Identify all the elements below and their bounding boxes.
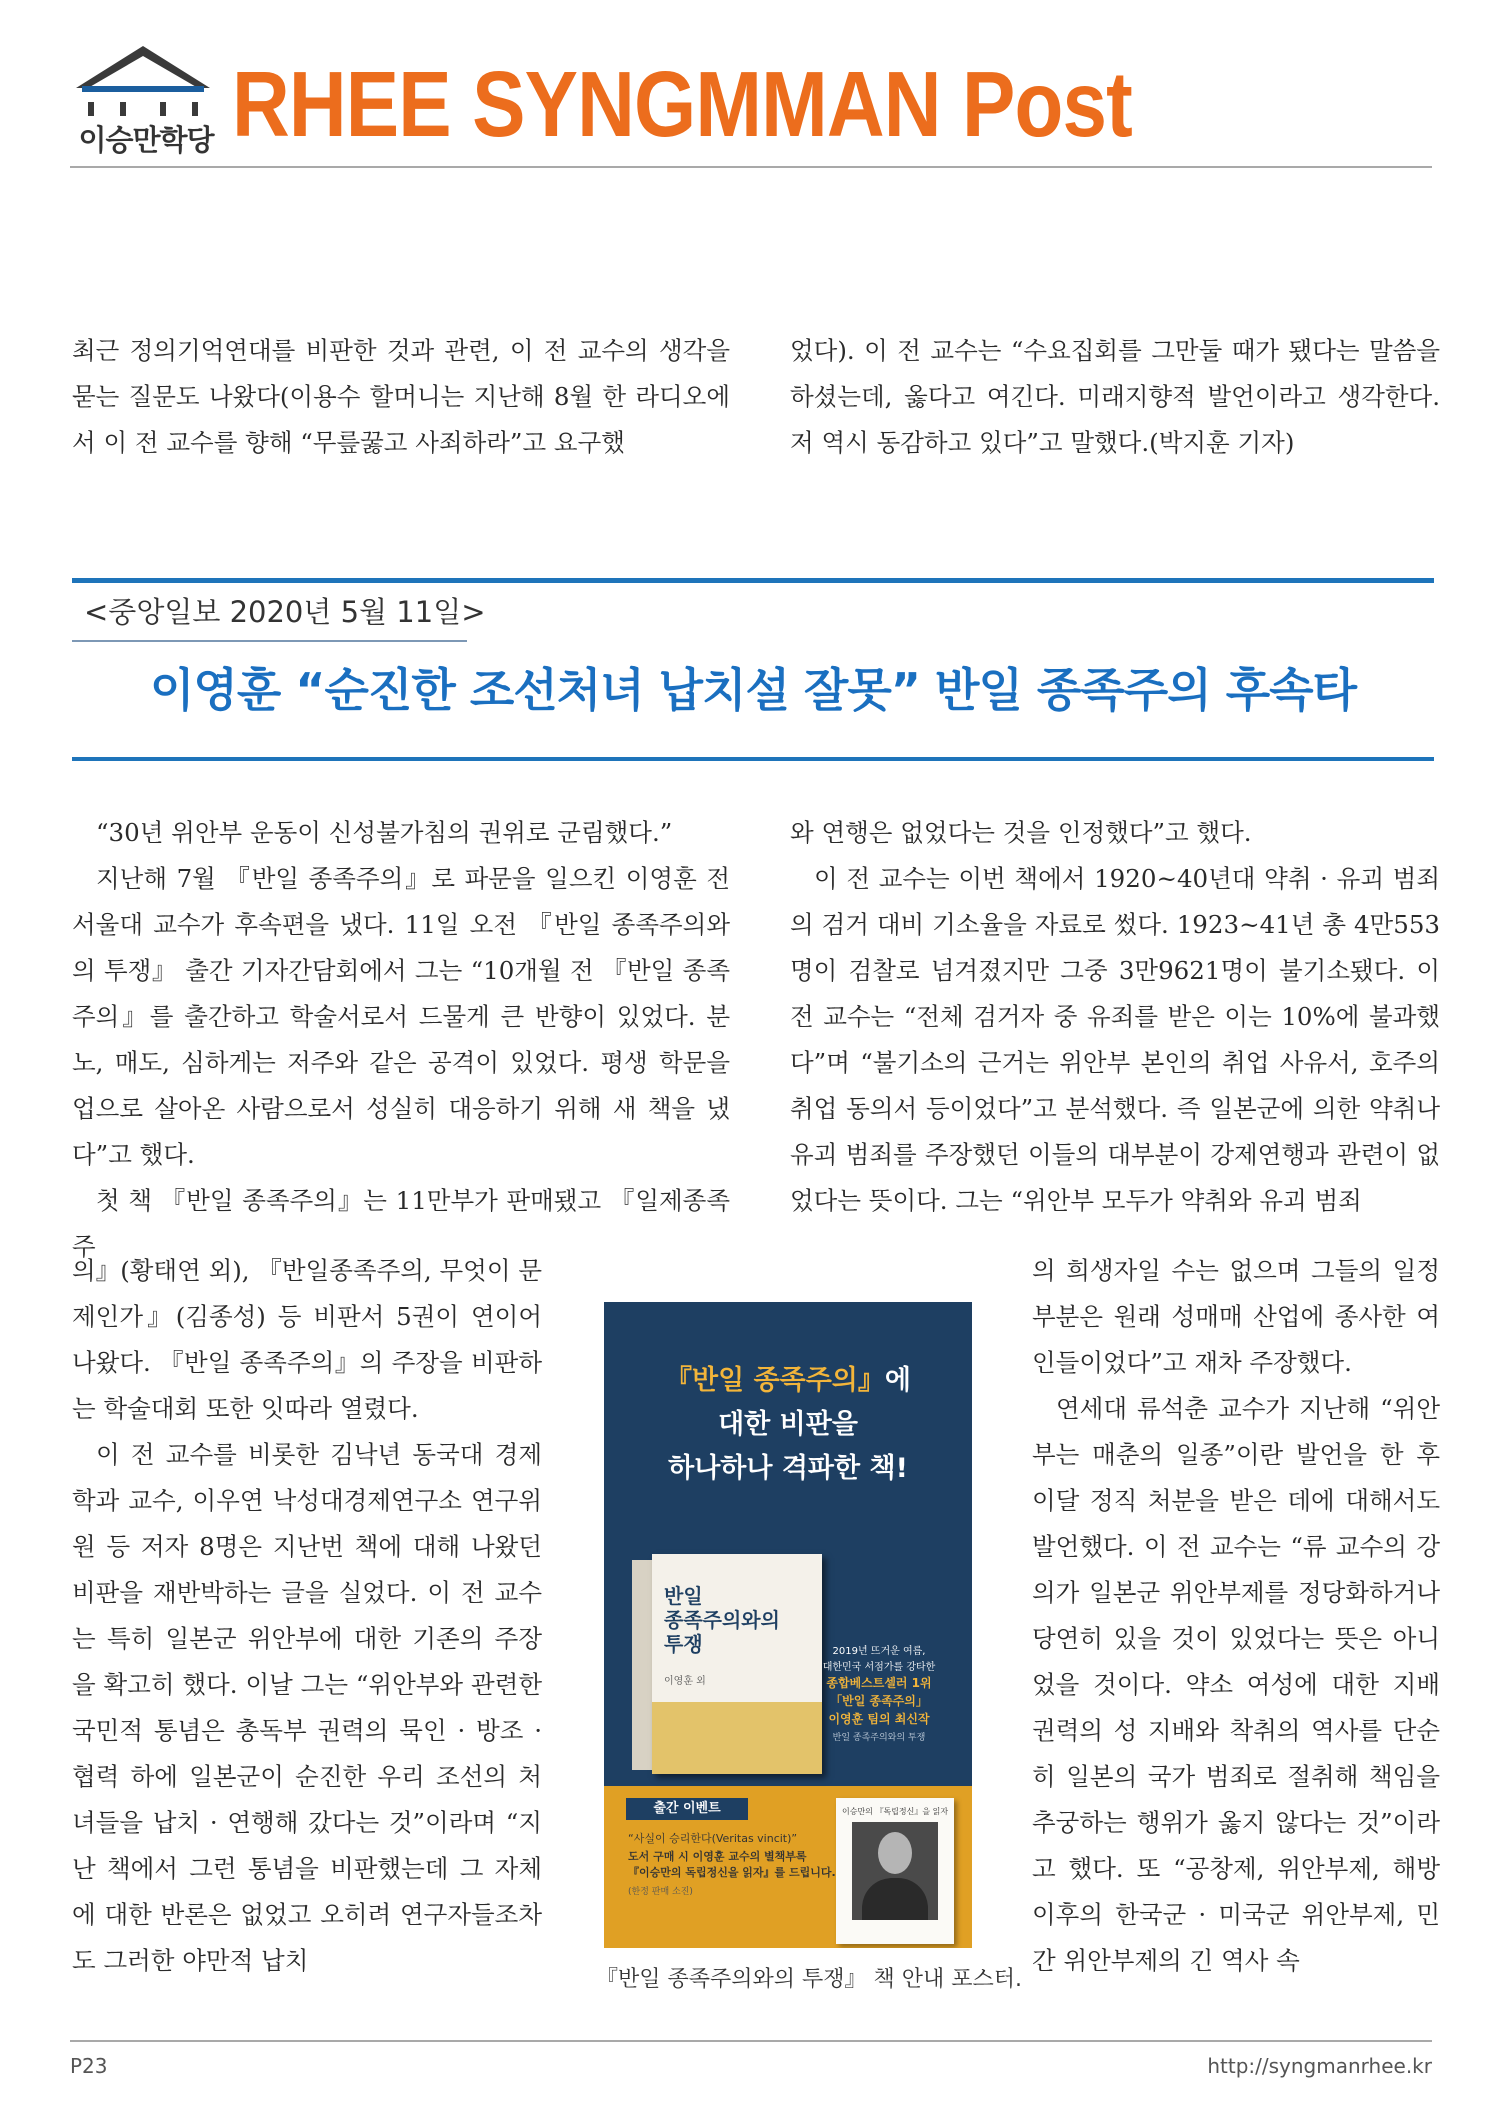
poster-caption: 『반일 종족주의와의 투쟁』 책 안내 포스터. xyxy=(596,1967,1022,1992)
paragraph: 었다). 이 전 교수는 “수요집회를 그만둘 때가 됐다는 말씀을 하셨는데, 옳다고 여긴다. 미래지향적 발언이라고 생각한다. 저 역시 동감하고 있다”고 말했다.(박지훈 기자) xyxy=(790,336,1440,457)
poster-promo-text: 「반일 종족주의」 xyxy=(830,1694,928,1708)
book-poster-image xyxy=(604,1302,972,1948)
paragraph: 최근 정의기억연대를 비판한 것과 관련, 이 전 교수의 생각을 묻는 질문도 나왔다(이용수 할머니는 지난해 8월 한 라디오에서 이 전 교수를 향해 “무릎꿇고 사죄하라”고 요구했 xyxy=(72,336,730,457)
page-number: P23 xyxy=(70,2054,108,2078)
paragraph: 의 희생자일 수는 없으며 그들의 일정 부분은 원래 성매매 산업에 종사한 여인들이었다”고 재차 주장했다. xyxy=(1032,1256,1440,1377)
article-right-column-bottom xyxy=(1032,1248,1440,1984)
poster-headline-quoted: 『반일 종족주의』 xyxy=(665,1365,885,1396)
header-divider xyxy=(70,166,1432,168)
portrait-head xyxy=(878,1832,912,1874)
book-spine xyxy=(632,1560,652,1770)
poster-headline-line1 xyxy=(604,1358,972,1397)
poster-promo-text: 반일 종족주의와의 투쟁 xyxy=(832,1733,926,1743)
prev-article-left-column xyxy=(72,328,730,466)
book-title-line: 반일 xyxy=(664,1584,703,1608)
headline-bottom-rule xyxy=(72,757,1434,761)
headline-top-rule xyxy=(72,578,1434,583)
paragraph: 의』(황태연 외), 『반일종족주의, 무엇이 문제인가』(김종성) 등 비판서 5권이 연이어 나왔다. 『반일 종족주의』의 주장을 비판하는 학술대회 또한 잇따라 열렸다. xyxy=(72,1256,542,1423)
logo-text: 이승만학당 xyxy=(78,123,214,157)
paragraph: 지난해 7월 『반일 종족주의』로 파문을 일으킨 이영훈 전 서울대 교수가 후속편을 냈다. 11일 오전 『반일 종족주의와의 투쟁』 출간 기자간담회에서 그는 “10개월 전 『반일 종족주의』를 출간하고 학술서로서 드물게 큰 반향이 있었다. 분노, 매도, 심하게는 저주와 같은 공격이 있었다. 평생 학문을 업으로 살아온 사람으로서 성실히 대응하기 위해 새 책을 냈다”고 했다. xyxy=(72,864,730,1169)
article-headline: 이영훈 “순진한 조선처녀 납치설 잘못” 반일 종족주의 후속타 xyxy=(149,663,1357,717)
poster-promo-text: 이영훈 팀의 최신작 xyxy=(828,1712,930,1726)
dateline-underline xyxy=(72,640,467,642)
book-title-line: 투쟁 xyxy=(664,1632,703,1656)
poster-headline-line2: 대한 비판을 xyxy=(718,1409,858,1440)
site-url-link[interactable]: http://syngmanrhee.kr xyxy=(1207,2054,1432,2078)
paragraph: 이 전 교수는 이번 책에서 1920~40년대 약취 · 유괴 범죄의 검거 대비 기소율을 자료로 썼다. 1923~41년 총 4만553명이 검찰로 넘겨졌지만 그중 3만9621명이 불기소됐다. 이 전 교수는 “전체 검거자 중 유죄를 받은 이는 10%에 불과했다”며 “불기소의 근거는 위안부 본인의 취업 사유서, 호주의 취업 동의서 등이었다”고 분석했다. 즉 일본군에 의한 약취나 유괴 범죄를 주장했던 이들의 대부분이 강제연행과 관련이 없었다는 뜻이다. 그는 “위안부 모두가 약취와 유괴 범죄 xyxy=(790,864,1440,1215)
article-right-column-top xyxy=(790,810,1440,1224)
poster-headline-line3: 하나하나 격파한 책! xyxy=(668,1453,908,1484)
poster-event-text: “사실이 승리한다(Veritas vincit)” xyxy=(628,1832,798,1845)
portrait-photo xyxy=(852,1822,938,1920)
article-left-column-bottom xyxy=(72,1248,542,1984)
prev-article-right-column xyxy=(790,328,1440,466)
book-title-line: 종족주의와의 xyxy=(664,1608,780,1632)
poster-event-text: 『이승만의 독립정신을 읽자』를 드립니다. xyxy=(628,1866,836,1879)
portrait-body xyxy=(862,1878,928,1920)
masthead-title: RHEE SYNGMMAN Post xyxy=(232,52,1132,156)
poster-event-text: 도서 구매 시 이영훈 교수의 별책부록 xyxy=(628,1850,807,1863)
bonus-book-title: 이승만의 『독립정신』을 읽자 xyxy=(842,1807,949,1816)
paragraph: 이 전 교수를 비롯한 김낙년 동국대 경제학과 교수, 이우연 낙성대경제연구소 연구위원 등 저자 8명은 지난번 책에 대해 나왔던 비판을 재반박하는 글을 실었다. 이 전 교수는 특히 일본군 위안부에 대한 기존의 주장을 확고히 했다. 이날 그는 “위안부와 관련한 국민적 통념은 총독부 권력의 묵인 · 방조 · 협력 하에 일본군이 순진한 우리 조선의 처녀들을 납치 · 연행해 갔다는 것”이라며 “지난 책에서 그런 통념을 비판했는데 그 자체에 대한 반론은 없었고 오히려 연구자들조차도 그러한 야만적 납치 xyxy=(72,1440,542,1975)
poster-event-text: (한정 판매 소진) xyxy=(628,1887,693,1897)
poster-promo-text: 2019년 뜨거운 여름, xyxy=(832,1646,926,1657)
book-cover-author: 이영훈 외 xyxy=(664,1676,706,1687)
dateline: <중앙일보 2020년 5월 11일> xyxy=(84,595,486,629)
poster-promo-text: 대한민국 서점가를 강타한 xyxy=(822,1662,936,1673)
poster-event-label: 출간 이벤트 xyxy=(626,1798,748,1820)
paragraph: 연세대 류석춘 교수가 지난해 “위안부는 매춘의 일종”이란 발언을 한 후 이달 정직 처분을 받은 데에 대해서도 발언했다. 이 전 교수는 “류 교수의 강의가 일본군 위안부제를 정당화하거나 당연히 있을 것이 있었다는 뜻은 아니었을 것이다. 약소 여성에 대한 지배 권력의 성 지배와 착취의 역사를 단순히 일본의 국가 범죄로 절취해 책임을 추궁하는 행위가 옳지 않다는 것”이라고 했다. 또 “공창제, 위안부제, 해방 이후의 한국군 · 미국군 위안부제, 민간 위안부제의 긴 역사 속 xyxy=(1032,1394,1440,1975)
footer-divider xyxy=(70,2040,1432,2042)
article-left-column-top xyxy=(72,810,730,1270)
bonus-book-cover xyxy=(836,1798,954,1944)
book-cover-title xyxy=(664,1584,814,1656)
paragraph: “30년 위안부 운동이 신성불가침의 권위로 군림했다.” xyxy=(96,818,673,847)
poster-headline-suffix: 에 xyxy=(884,1365,911,1396)
poster-promo-text: 종합베스트셀러 1위 xyxy=(826,1676,932,1690)
paragraph: 첫 책 『반일 종족주의』는 11만부가 판매됐고 『일제종족주 xyxy=(72,1186,730,1261)
paragraph: 와 연행은 없었다는 것을 인정했다”고 했다. xyxy=(790,818,1252,847)
